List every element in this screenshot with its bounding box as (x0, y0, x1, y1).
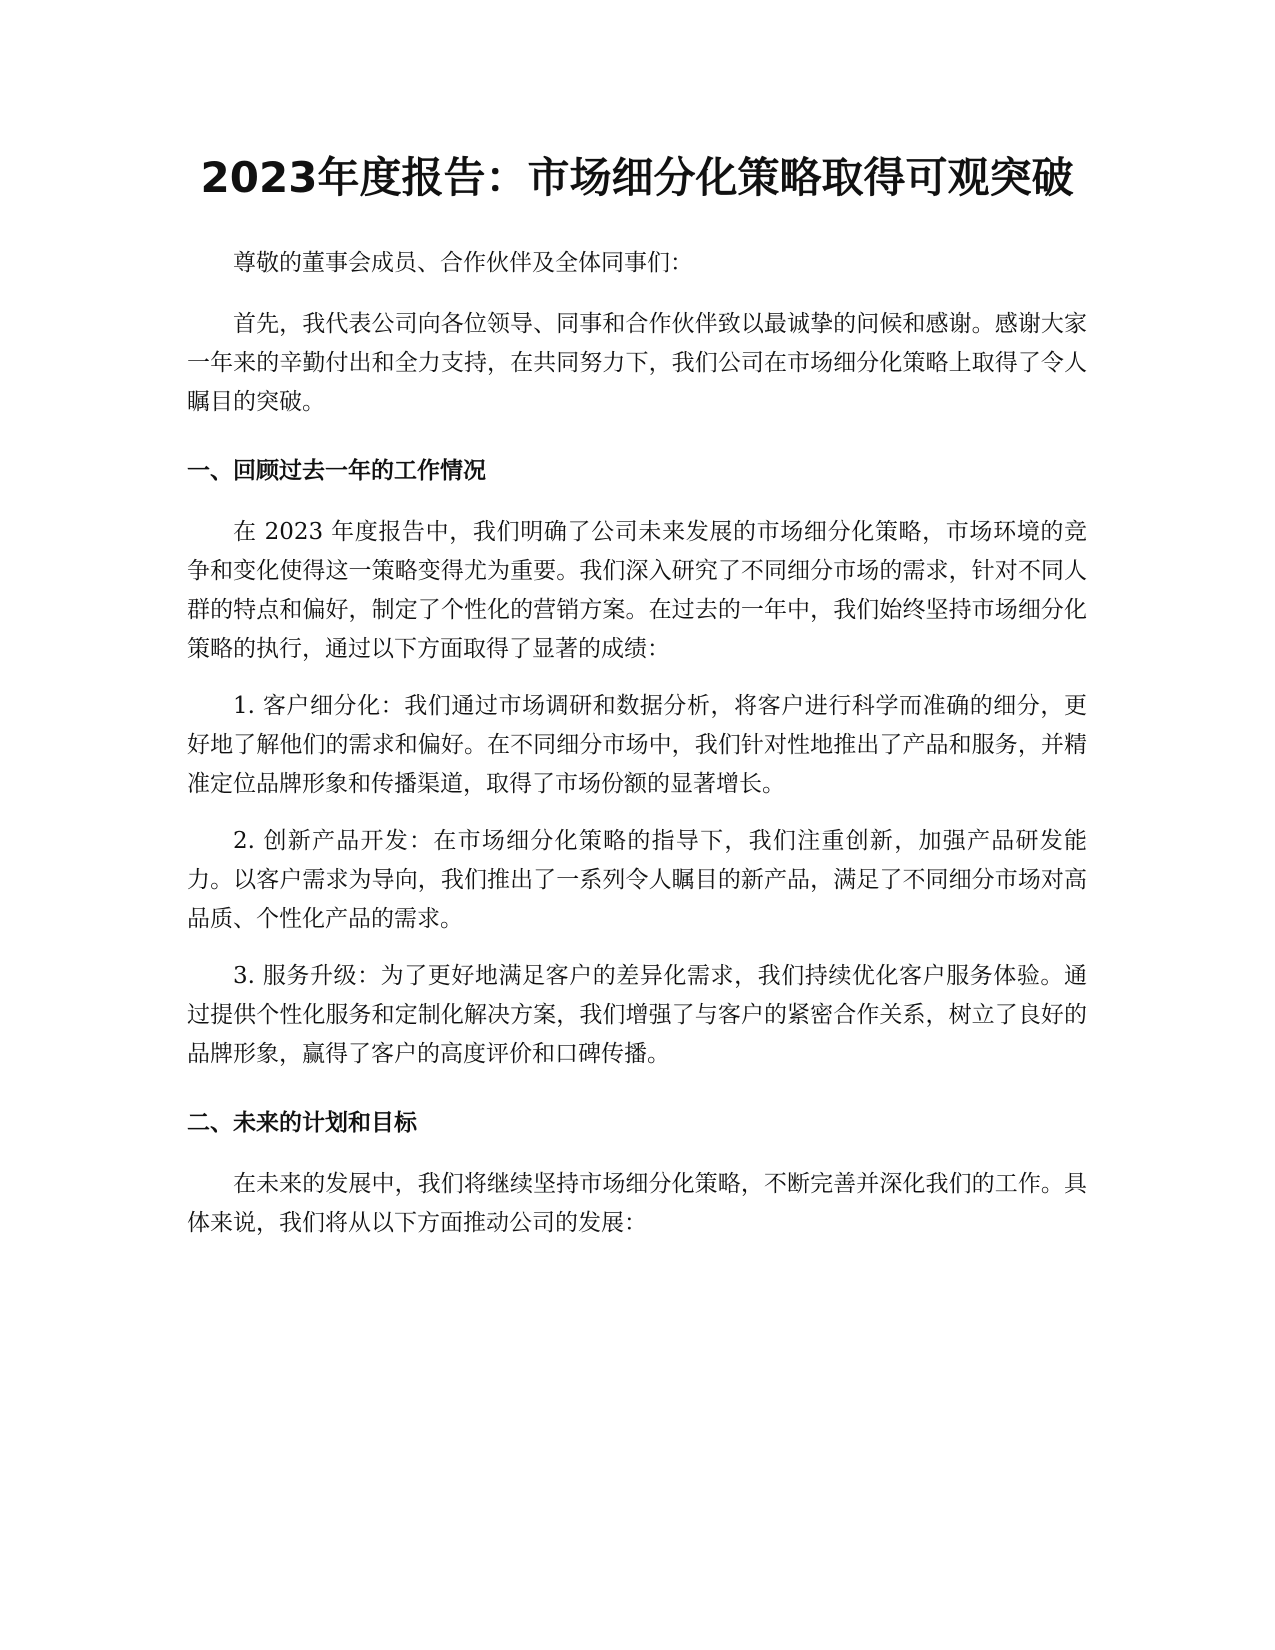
intro-paragraph: 首先，我代表公司向各位领导、同事和合作伙伴致以最诚挚的问候和感谢。感谢大家一年来的辛勤付出和全力支持，在共同努力下，我们公司在市场细分化策略上取得了令人瞩目的突破。 (187, 311, 1087, 415)
section-1-heading: 一、回顾过去一年的工作情况 (187, 458, 486, 484)
section-2-paragraph: 在未来的发展中，我们将继续坚持市场细分化策略，不断完善并深化我们的工作。具体来说，我们将从以下方面推动公司的发展： (187, 1171, 1087, 1236)
section-2-heading: 二、未来的计划和目标 (187, 1110, 417, 1136)
document-page (187, 140, 1087, 1261)
list-item-product-innovation: 2. 创新产品开发：在市场细分化策略的指导下，我们注重创新，加强产品研发能力。以客户需求为导向，我们推出了一系列令人瞩目的新产品，满足了不同细分市场对高品质、个性化产品的需求。 (187, 828, 1087, 932)
document-title: 2023年度报告：市场细分化策略取得可观突破 (200, 153, 1074, 202)
list-item-customer-segmentation: 1. 客户细分化：我们通过市场调研和数据分析，将客户进行科学而准确的细分，更好地了解他们的需求和偏好。在不同细分市场中，我们针对性地推出了产品和服务，并精准定位品牌形象和传播渠道，取得了市场份额的显著增长。 (187, 693, 1087, 797)
greeting-paragraph: 尊敬的董事会成员、合作伙伴及全体同事们： (233, 250, 693, 276)
list-item-service-upgrade: 3. 服务升级：为了更好地满足客户的差异化需求，我们持续优化客户服务体验。通过提供个性化服务和定制化解决方案，我们增强了与客户的紧密合作关系，树立了良好的品牌形象，赢得了客户的高度评价和口碑传播。 (187, 963, 1087, 1067)
section-1-paragraph: 在 2023 年度报告中，我们明确了公司未来发展的市场细分化策略，市场环境的竞争和变化使得这一策略变得尤为重要。我们深入研究了不同细分市场的需求，针对不同人群的特点和偏好，制定了个性化的营销方案。在过去的一年中，我们始终坚持市场细分化策略的执行，通过以下方面取得了显著的成绩： (187, 519, 1087, 662)
